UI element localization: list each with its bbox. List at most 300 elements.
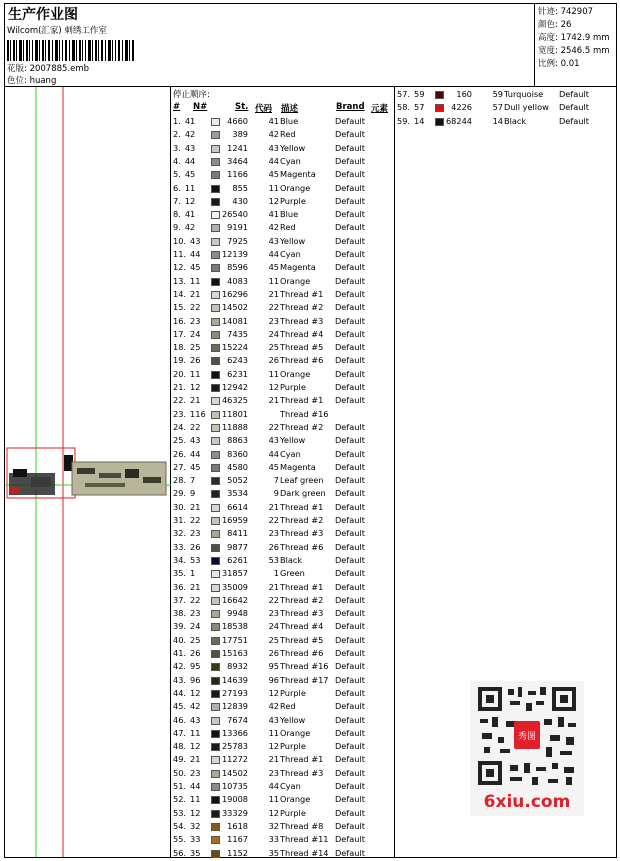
row-index <box>173 714 209 727</box>
row-number: 23. <box>173 408 187 419</box>
row-index <box>173 195 209 208</box>
description-cell: Blue <box>280 209 299 220</box>
watermark-text: 6xiu.com <box>483 792 571 812</box>
stitch-count-cell: 17751 <box>221 634 248 645</box>
table-row <box>171 607 393 620</box>
brand-cell: Default <box>335 554 365 565</box>
needle-number: 21 <box>190 395 201 406</box>
row-number: 48. <box>173 741 187 752</box>
row-index <box>173 753 209 766</box>
needle-number: 44 <box>190 249 201 259</box>
table-row <box>171 687 393 700</box>
row-index <box>173 448 209 461</box>
code-cell: 21 <box>268 395 279 406</box>
brand-cell: Default <box>559 115 589 126</box>
description-cell: Cyan <box>280 249 301 259</box>
description-cell: Purple <box>280 687 306 698</box>
stitch-count-cell: 6243 <box>227 355 248 366</box>
description-cell: Black <box>504 115 527 126</box>
row-number: 8. <box>173 209 181 220</box>
stitch-count-cell: 6261 <box>227 554 248 565</box>
row-number: 33. <box>173 541 187 552</box>
code-cell: 41 <box>268 209 279 220</box>
description-cell: Magenta <box>280 262 316 273</box>
row-index <box>173 581 209 594</box>
table-row <box>171 474 393 487</box>
color-sequence-continued <box>395 87 617 857</box>
color-swatch <box>211 717 220 725</box>
color-swatch <box>211 796 220 804</box>
row-number: 39. <box>173 621 187 632</box>
needle-number: 43 <box>190 435 201 446</box>
needle-number: 23 <box>190 528 201 539</box>
code-cell: 96 <box>268 674 279 685</box>
code-cell: 44 <box>268 448 279 459</box>
row-index <box>173 527 209 540</box>
color-sequence-table <box>171 87 395 857</box>
barcode <box>7 40 135 61</box>
width-value: 2546.5 mm <box>560 46 610 56</box>
stitch-count-cell: 1241 <box>227 142 248 153</box>
table-row <box>171 487 393 500</box>
color-swatch <box>211 623 220 631</box>
needle-number: 9 <box>190 488 196 499</box>
description-cell: Thread #6 <box>280 648 324 658</box>
table-row <box>171 142 393 155</box>
stitch-count-cell: 11801 <box>221 408 248 419</box>
row-number: 29. <box>173 488 187 499</box>
brand-cell: Default <box>335 195 365 206</box>
description-cell: Thread #1 <box>280 754 324 765</box>
description-cell: Orange <box>280 794 311 805</box>
brand-cell: Default <box>335 209 365 220</box>
design-preview <box>5 87 171 857</box>
brand-cell: Default <box>335 515 365 525</box>
description-cell: Orange <box>280 275 311 286</box>
description-cell: Yellow <box>280 435 306 446</box>
description-cell: Thread #4 <box>280 328 324 339</box>
table-row <box>171 115 393 128</box>
row-index <box>173 368 209 381</box>
row-number: 41. <box>173 648 187 658</box>
description-cell: Orange <box>280 182 311 193</box>
brand-cell: Default <box>335 222 365 233</box>
table-row <box>395 101 617 114</box>
needle-number: 41 <box>184 209 196 220</box>
row-index <box>173 501 209 514</box>
needle-number: 22 <box>190 302 201 313</box>
color-count <box>538 18 571 30</box>
pattern-line <box>7 62 89 74</box>
stitch-count-cell: 16959 <box>221 515 248 525</box>
needle-number: 42 <box>184 129 196 140</box>
brand-cell: Default <box>335 687 365 698</box>
brand-cell: Default <box>335 634 365 645</box>
row-number: 19. <box>173 355 187 366</box>
brand-cell: Default <box>335 461 365 472</box>
color-swatch <box>211 211 220 219</box>
description-cell: Leaf green <box>280 475 324 486</box>
stitch-count-cell: 1152 <box>227 847 248 858</box>
code-cell: 11 <box>268 275 279 286</box>
row-index <box>173 687 209 700</box>
color-swatch <box>211 131 220 139</box>
brand-cell: Default <box>335 701 365 712</box>
row-index <box>173 381 209 394</box>
row-number: 52. <box>173 794 187 805</box>
code-cell: 32 <box>268 820 279 831</box>
code-cell: 59 <box>492 89 503 99</box>
row-number: 28. <box>173 475 187 486</box>
color-swatch <box>211 158 220 166</box>
row-index <box>173 487 209 500</box>
description-cell: Thread #16 <box>280 661 329 672</box>
description-cell: Thread #2 <box>280 302 324 313</box>
brand-cell: Default <box>559 89 589 99</box>
description-cell: Orange <box>280 368 311 379</box>
brand-cell: Default <box>335 368 365 379</box>
description-cell: Cyan <box>280 781 301 791</box>
code-cell: 11 <box>268 182 279 193</box>
row-index <box>173 620 209 633</box>
stitch-count-cell: 6614 <box>227 501 248 512</box>
color-swatch <box>211 557 220 565</box>
row-number: 40. <box>173 634 187 645</box>
table-row <box>171 660 393 673</box>
row-index <box>173 514 209 527</box>
row-index <box>173 607 209 620</box>
table-row <box>171 620 393 633</box>
color-swatch <box>211 637 220 645</box>
code-cell: 53 <box>268 554 279 565</box>
row-index <box>173 674 209 687</box>
code-cell: 25 <box>268 634 279 645</box>
row-index <box>397 88 433 101</box>
row-number: 53. <box>173 807 187 818</box>
table-row <box>171 248 393 261</box>
code-cell: 23 <box>268 608 279 619</box>
table-row <box>171 195 393 208</box>
brand-cell: Default <box>335 169 365 180</box>
row-number: 37. <box>173 594 187 605</box>
needle-number: 41 <box>184 116 196 126</box>
stitch-count-cell: 7435 <box>227 328 248 339</box>
color-swatch <box>211 118 220 126</box>
row-number: 6. <box>173 182 181 193</box>
brand-cell: Default <box>335 714 365 725</box>
stitch-count-cell: 1618 <box>227 820 248 831</box>
code-cell: 12 <box>268 741 279 752</box>
brand-cell: Default <box>335 674 365 685</box>
row-number: 22. <box>173 395 187 406</box>
stitch-count-cell: 35009 <box>221 581 248 592</box>
needle-number: 11 <box>190 727 201 738</box>
stitch-count-cell: 26540 <box>221 209 248 220</box>
description-cell: Magenta <box>280 169 316 180</box>
design-height <box>538 31 610 43</box>
brand-cell: Default <box>335 328 365 339</box>
design-preview-canvas <box>5 87 171 857</box>
header-num: # <box>173 102 181 112</box>
color-swatch <box>211 318 220 326</box>
needle-number: 35 <box>190 847 201 858</box>
needle-number: 7 <box>190 475 196 486</box>
description-cell: Blue <box>280 116 299 126</box>
table-row <box>171 448 393 461</box>
stitch-count-cell: 11888 <box>221 421 248 432</box>
row-index <box>173 248 209 261</box>
color-swatch <box>211 304 220 312</box>
stitch-count-cell: 4660 <box>227 116 248 126</box>
table-row <box>171 714 393 727</box>
table-row <box>171 221 393 234</box>
stitch-count-cell: 13366 <box>221 727 248 738</box>
stitch-count-cell: 14639 <box>221 674 248 685</box>
brand-cell: Default <box>335 142 365 153</box>
needle-number: 25 <box>190 342 201 353</box>
row-index <box>173 315 209 328</box>
row-index <box>397 101 433 114</box>
stitch-count-cell: 12839 <box>221 701 248 712</box>
brand-cell: Default <box>335 448 365 459</box>
stitch-count-cell: 16642 <box>221 594 248 605</box>
row-number: 51. <box>173 781 187 791</box>
brand-cell: Default <box>335 155 365 166</box>
table-row <box>171 261 393 274</box>
table-row <box>171 740 393 753</box>
table-row <box>171 394 393 407</box>
table-row <box>171 820 393 833</box>
brand-cell: Default <box>335 355 365 366</box>
code-cell: 25 <box>268 342 279 353</box>
header-panel <box>4 3 535 87</box>
code-cell: 23 <box>268 528 279 539</box>
row-number: 50. <box>173 767 187 778</box>
color-count-label: 颜色: <box>538 20 558 30</box>
row-number: 17. <box>173 328 187 339</box>
color-swatch <box>211 663 220 671</box>
table-row <box>171 727 393 740</box>
row-number: 4. <box>173 155 181 166</box>
row-index <box>173 328 209 341</box>
row-index <box>173 115 209 128</box>
watermark-qr <box>470 681 584 816</box>
table-row <box>171 581 393 594</box>
description-cell: Thread #1 <box>280 501 324 512</box>
brand-cell: Default <box>335 342 365 353</box>
needle-number: 11 <box>190 275 201 286</box>
code-cell: 22 <box>268 515 279 525</box>
row-index <box>173 820 209 833</box>
row-number: 36. <box>173 581 187 592</box>
color-swatch <box>211 451 220 459</box>
needle-number: 44 <box>190 448 201 459</box>
code-cell: 11 <box>268 368 279 379</box>
color-swatch <box>211 424 220 432</box>
stitch-count-value: 742907 <box>560 7 594 17</box>
row-index <box>173 354 209 367</box>
row-index <box>173 847 209 860</box>
row-index <box>173 275 209 288</box>
code-cell: 44 <box>268 781 279 791</box>
stitch-count-cell: 3464 <box>227 155 248 166</box>
code-cell: 45 <box>268 169 279 180</box>
row-index <box>173 647 209 660</box>
table-row <box>171 767 393 780</box>
table-row <box>171 647 393 660</box>
needle-number: 12 <box>184 195 196 206</box>
description-cell: Yellow <box>280 235 306 246</box>
brand-cell: Default <box>335 275 365 286</box>
stitch-count-cell: 16296 <box>221 288 248 299</box>
brand-cell: Default <box>335 648 365 658</box>
code-cell: 57 <box>492 102 503 113</box>
stitch-count <box>538 5 593 17</box>
needle-number: 11 <box>190 368 201 379</box>
row-number: 43. <box>173 674 187 685</box>
table-row <box>171 155 393 168</box>
brand-cell: Default <box>335 568 365 579</box>
table-row <box>171 527 393 540</box>
brand-cell: Default <box>335 395 365 406</box>
brand-cell: Default <box>335 488 365 499</box>
header-code: 代码 <box>255 104 273 114</box>
code-cell: 12 <box>268 382 279 392</box>
needle-number: 43 <box>184 142 196 153</box>
stitch-count-cell: 160 <box>456 89 472 99</box>
code-cell: 21 <box>268 581 279 592</box>
row-index <box>173 341 209 354</box>
color-swatch <box>211 730 220 738</box>
header-brand: Brand <box>336 102 365 112</box>
needle-number: 22 <box>190 515 201 525</box>
table-row <box>171 461 393 474</box>
row-number: 42. <box>173 661 187 672</box>
stitch-count-cell: 4226 <box>451 102 472 113</box>
row-index <box>173 807 209 820</box>
stitch-count-cell: 6231 <box>227 368 248 379</box>
stitch-count-cell: 9191 <box>227 222 248 233</box>
height-value: 1742.9 mm <box>560 33 610 43</box>
code-cell: 1 <box>273 568 279 579</box>
code-cell: 26 <box>268 648 279 658</box>
stitch-count-cell: 68244 <box>445 115 472 126</box>
needle-number: 26 <box>190 355 201 366</box>
needle-number: 57 <box>414 102 425 113</box>
color-swatch <box>211 397 220 405</box>
stitch-count-cell: 8863 <box>227 435 248 446</box>
brand-cell: Default <box>335 621 365 632</box>
table-row <box>171 833 393 846</box>
color-swatch <box>211 238 220 246</box>
brand-cell: Default <box>335 315 365 326</box>
table-row <box>171 434 393 447</box>
row-number: 16. <box>173 315 187 326</box>
needle-number: 43 <box>190 714 201 725</box>
row-number: 59. <box>397 115 411 126</box>
header-element: 元素 <box>371 104 389 114</box>
row-index <box>173 221 209 234</box>
color-swatch <box>211 145 220 153</box>
color-swatch <box>211 278 220 286</box>
stitch-count-cell: 5052 <box>227 475 248 486</box>
needle-number: 43 <box>190 235 201 246</box>
description-cell: Thread #5 <box>280 342 324 353</box>
color-swatch <box>211 570 220 578</box>
stitch-count-cell: 18538 <box>221 621 248 632</box>
row-number: 10. <box>173 235 187 246</box>
color-swatch <box>211 690 220 698</box>
needle-number: 116 <box>190 408 206 419</box>
stitch-count-label: 针迹: <box>538 7 558 17</box>
brand-cell: Default <box>335 541 365 552</box>
brand-cell: Default <box>335 581 365 592</box>
stitch-count-cell: 15163 <box>221 648 248 658</box>
row-number: 32. <box>173 528 187 539</box>
color-swatch <box>435 91 444 99</box>
stitch-count-cell: 9877 <box>227 541 248 552</box>
code-cell: 44 <box>268 249 279 259</box>
colorway-value: huang <box>29 76 57 86</box>
row-number: 56. <box>173 847 187 858</box>
table-row <box>171 780 393 793</box>
table-row <box>171 541 393 554</box>
code-cell: 22 <box>268 594 279 605</box>
table-row <box>171 301 393 314</box>
code-cell: 12 <box>268 807 279 818</box>
code-cell: 21 <box>268 754 279 765</box>
color-swatch <box>211 756 220 764</box>
stats-panel <box>535 3 617 87</box>
color-swatch <box>211 224 220 232</box>
colorway-line <box>7 74 56 86</box>
table-row <box>171 753 393 766</box>
table-row <box>395 115 617 128</box>
brand-cell: Default <box>335 608 365 619</box>
brand-cell: Default <box>335 594 365 605</box>
row-index <box>173 461 209 474</box>
table-row <box>171 315 393 328</box>
row-number: 5. <box>173 169 181 180</box>
description-cell: Purple <box>280 741 306 752</box>
description-cell: Thread #2 <box>280 594 324 605</box>
row-index <box>173 182 209 195</box>
row-index <box>173 541 209 554</box>
color-swatch <box>211 384 220 392</box>
color-count-value: 26 <box>560 20 572 30</box>
code-cell: 23 <box>268 315 279 326</box>
brand-cell: Default <box>335 182 365 193</box>
needle-number: 23 <box>190 315 201 326</box>
row-index <box>173 833 209 846</box>
brand-cell: Default <box>335 834 365 845</box>
header-st: St. <box>235 102 249 112</box>
row-number: 47. <box>173 727 187 738</box>
row-number: 34. <box>173 554 187 565</box>
color-swatch <box>211 517 220 525</box>
table-row <box>171 408 393 421</box>
row-index <box>173 155 209 168</box>
brand-cell: Default <box>335 421 365 432</box>
needle-number: 12 <box>190 382 201 392</box>
description-cell: Black <box>280 554 303 565</box>
needle-number: 1 <box>190 568 196 579</box>
brand-cell: Default <box>335 528 365 539</box>
embroidery-right-motif <box>72 462 166 495</box>
row-number: 24. <box>173 421 187 432</box>
description-cell: Thread #6 <box>280 355 324 366</box>
code-cell: 35 <box>268 847 279 858</box>
